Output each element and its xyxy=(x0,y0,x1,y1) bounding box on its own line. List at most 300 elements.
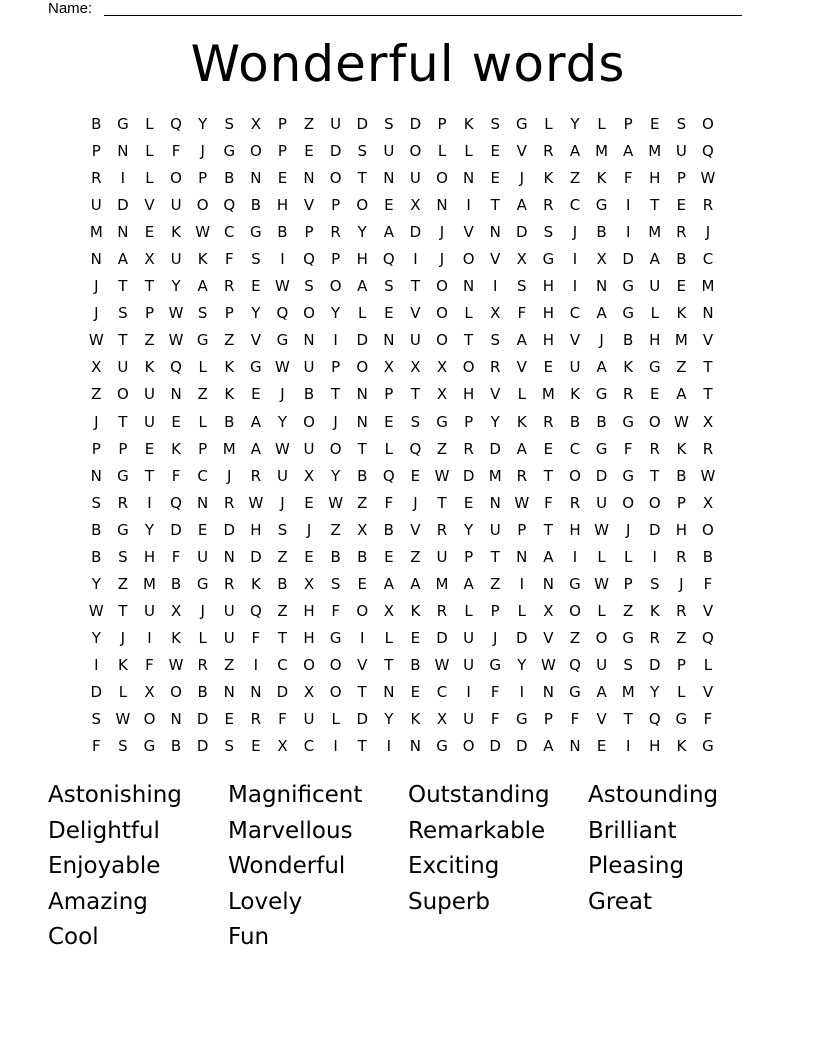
grid-letter: N xyxy=(489,223,501,242)
grid-letter: D xyxy=(648,655,661,674)
puzzle-title: Wonderful words xyxy=(190,35,626,93)
grid-letter: B xyxy=(596,412,607,431)
grid-letter: I xyxy=(572,277,578,296)
grid-letter: G xyxy=(542,250,555,269)
grid-letter: G xyxy=(276,331,289,350)
grid-letter: N xyxy=(197,493,209,512)
grid-letter: D xyxy=(196,737,209,756)
grid-letter: T xyxy=(623,710,633,729)
grid-letter: Z xyxy=(277,547,288,566)
grid-letter: X xyxy=(250,115,261,133)
grid-letter: A xyxy=(117,250,129,269)
grid-letter: S xyxy=(251,250,261,269)
grid-letter: S xyxy=(623,655,633,674)
word-list-item: Fun xyxy=(228,924,270,950)
grid-letter: V xyxy=(303,196,315,215)
grid-letter: N xyxy=(356,412,368,431)
grid-letter: L xyxy=(517,385,526,404)
grid-letter: O xyxy=(329,169,342,188)
grid-letter: X xyxy=(543,601,554,620)
grid-letter: I xyxy=(253,655,259,674)
grid-letter: U xyxy=(276,466,288,485)
grid-letter: P xyxy=(437,115,447,133)
grid-letter: J xyxy=(572,223,578,242)
grid-letter: S xyxy=(384,115,394,133)
grid-letter: W xyxy=(88,601,104,620)
grid-letter: E xyxy=(304,547,314,566)
grid-letter: L xyxy=(597,601,606,620)
grid-letter: B xyxy=(569,412,581,431)
word-list-item: Pleasing xyxy=(588,853,685,879)
grid-letter: O xyxy=(409,142,422,161)
grid-letter: U xyxy=(463,628,475,647)
grid-letter: K xyxy=(250,574,261,593)
grid-letter: U xyxy=(143,601,155,620)
grid-letter: N xyxy=(90,466,102,485)
grid-letter: N xyxy=(383,331,395,350)
grid-letter: Y xyxy=(144,520,155,539)
grid-letter: K xyxy=(676,304,687,323)
grid-letter: B xyxy=(91,547,102,566)
grid-letter: P xyxy=(118,439,128,458)
grid-letter: U xyxy=(409,331,421,350)
grid-letter: Z xyxy=(569,169,581,188)
grid-letter: D xyxy=(117,196,129,215)
grid-letter: F xyxy=(623,169,633,188)
grid-letter: G xyxy=(622,412,634,431)
grid-letter: F xyxy=(171,466,181,485)
grid-letter: O xyxy=(436,331,448,350)
grid-letter: E xyxy=(543,439,554,458)
grid-letter: E xyxy=(251,277,261,296)
grid-letter: I xyxy=(625,196,631,215)
grid-letter: B xyxy=(330,547,341,566)
grid-letter: Y xyxy=(570,115,580,133)
grid-letter: S xyxy=(277,520,288,539)
grid-letter: F xyxy=(171,142,181,161)
grid-letter: R xyxy=(250,710,262,729)
grid-letter: T xyxy=(650,196,660,215)
grid-letter: H xyxy=(675,520,687,539)
grid-letter: D xyxy=(516,223,528,242)
grid-letter: U xyxy=(596,655,608,674)
grid-letter: V xyxy=(702,682,714,701)
grid-letter: Z xyxy=(117,574,129,593)
grid-letter: X xyxy=(410,358,421,377)
grid-letter: G xyxy=(569,682,581,701)
grid-letter: Q xyxy=(223,196,236,215)
grid-letter: T xyxy=(118,331,128,350)
grid-letter: G xyxy=(622,277,634,296)
grid-letter: J xyxy=(200,601,205,620)
grid-letter: G xyxy=(489,655,502,674)
grid-letter: R xyxy=(702,196,714,215)
grid-letter: A xyxy=(596,682,607,701)
grid-letter: M xyxy=(435,574,449,593)
grid-letter: U xyxy=(170,250,182,269)
grid-letter: M xyxy=(488,466,502,485)
grid-letter: E xyxy=(490,169,500,188)
grid-letter: T xyxy=(437,493,447,512)
grid-letter: M xyxy=(89,223,103,242)
grid-letter: A xyxy=(463,574,474,593)
grid-letter: P xyxy=(517,520,527,539)
grid-letter: H xyxy=(649,169,661,188)
grid-letter: P xyxy=(384,385,394,404)
grid-letter: B xyxy=(91,115,102,133)
grid-letter: O xyxy=(329,277,342,296)
grid-letter: E xyxy=(463,493,474,512)
grid-letter: P xyxy=(91,142,101,161)
grid-letter: P xyxy=(224,304,234,323)
grid-letter: I xyxy=(386,737,392,756)
grid-letter: N xyxy=(569,737,581,756)
grid-letter: J xyxy=(413,493,418,512)
grid-letter: T xyxy=(357,737,367,756)
grid-letter: P xyxy=(490,601,500,620)
grid-letter: E xyxy=(676,196,687,215)
grid-letter: O xyxy=(196,196,209,215)
grid-letter: T xyxy=(384,655,394,674)
grid-letter: K xyxy=(171,223,181,242)
grid-letter: H xyxy=(542,277,555,296)
grid-letter: K xyxy=(676,737,687,756)
grid-letter: V xyxy=(144,196,155,215)
grid-letter: L xyxy=(650,304,659,323)
grid-letter: I xyxy=(333,737,338,756)
grid-letter: P xyxy=(331,250,341,269)
grid-letter: Z xyxy=(277,601,288,620)
grid-letter: O xyxy=(436,169,448,188)
grid-letter: U xyxy=(409,169,421,188)
grid-letter: S xyxy=(517,277,527,296)
grid-letter: R xyxy=(676,601,687,620)
grid-letter: J xyxy=(306,520,312,539)
grid-letter: Q xyxy=(382,466,395,485)
grid-letter: A xyxy=(410,574,421,593)
grid-letter: A xyxy=(569,142,581,161)
grid-letter: S xyxy=(676,115,687,133)
grid-letter: N xyxy=(436,196,448,215)
grid-letter: X xyxy=(516,250,527,269)
word-list-item: Brilliant xyxy=(588,817,677,844)
grid-letter: W xyxy=(168,655,184,674)
grid-letter: D xyxy=(489,737,501,756)
grid-letter: G xyxy=(595,196,608,215)
grid-letter: P xyxy=(623,115,633,133)
grid-letter: E xyxy=(384,196,394,215)
grid-letter: U xyxy=(675,142,687,161)
grid-letter: K xyxy=(224,358,235,377)
grid-letter: K xyxy=(649,601,660,620)
grid-letter: I xyxy=(360,628,365,647)
grid-letter: B xyxy=(702,547,714,566)
grid-letter: H xyxy=(542,331,555,350)
grid-letter: C xyxy=(277,655,288,674)
grid-letter: O xyxy=(702,115,714,133)
grid-letter: N xyxy=(462,169,475,188)
grid-letter: W xyxy=(168,331,184,350)
grid-letter: Q xyxy=(303,250,315,269)
grid-letter: Z xyxy=(490,574,501,593)
grid-letter: X xyxy=(144,682,155,701)
grid-letter: Z xyxy=(623,601,634,620)
grid-letter: R xyxy=(543,196,554,215)
grid-letter: A xyxy=(357,277,368,296)
grid-letter: W xyxy=(434,466,450,485)
grid-letter: E xyxy=(490,142,500,161)
grid-letter: I xyxy=(280,250,285,269)
grid-letter: L xyxy=(331,710,340,729)
grid-letter: A xyxy=(250,439,261,458)
grid-letter: G xyxy=(515,115,528,133)
word-list-item: Lovely xyxy=(228,888,303,915)
grid-letter: R xyxy=(622,385,634,404)
grid-letter: K xyxy=(171,628,181,647)
grid-letter: W xyxy=(700,169,716,188)
grid-letter: O xyxy=(436,277,448,296)
grid-letter: D xyxy=(516,628,528,647)
grid-letter: P xyxy=(144,304,154,323)
grid-letter: L xyxy=(464,304,473,323)
grid-letter: R xyxy=(516,466,528,485)
word-list-item: Great xyxy=(588,888,653,915)
grid-letter: S xyxy=(650,574,660,593)
grid-letter: D xyxy=(516,737,528,756)
grid-letter: A xyxy=(516,331,527,350)
grid-letter: C xyxy=(303,737,315,756)
grid-letter: L xyxy=(358,304,367,323)
grid-letter: Z xyxy=(224,655,235,674)
grid-letter: J xyxy=(280,493,285,512)
grid-letter: R xyxy=(569,493,581,512)
grid-letter: G xyxy=(569,574,581,593)
grid-letter: B xyxy=(383,520,394,539)
grid-letter: A xyxy=(596,358,607,377)
grid-letter: O xyxy=(356,601,369,620)
grid-letter: W xyxy=(275,439,290,458)
grid-letter: L xyxy=(384,439,393,458)
grid-letter: E xyxy=(251,385,261,404)
grid-letter: U xyxy=(569,358,581,377)
grid-letter: E xyxy=(384,304,394,323)
grid-letter: P xyxy=(676,655,686,674)
grid-letter: N xyxy=(90,250,102,269)
grid-letter: D xyxy=(356,331,369,350)
grid-letter: J xyxy=(280,385,285,404)
grid-letter: G xyxy=(250,358,262,377)
grid-letter: X xyxy=(436,710,448,729)
word-list-item: Enjoyable xyxy=(48,853,161,879)
grid-letter: S xyxy=(91,710,102,729)
grid-letter: D xyxy=(436,628,448,647)
grid-letter: N xyxy=(702,304,714,323)
grid-letter: N xyxy=(250,682,262,701)
grid-letter: L xyxy=(517,601,526,620)
grid-letter: E xyxy=(304,493,314,512)
grid-letter: V xyxy=(410,520,421,539)
grid-letter: A xyxy=(516,439,527,458)
grid-letter: G xyxy=(117,115,129,133)
grid-letter: J xyxy=(94,277,99,296)
grid-letter: D xyxy=(409,115,422,133)
grid-letter: N xyxy=(489,493,501,512)
grid-letter: V xyxy=(490,385,501,404)
grid-letter: Y xyxy=(91,628,101,647)
grid-letter: U xyxy=(489,520,501,539)
grid-letter: X xyxy=(436,385,448,404)
grid-letter: R xyxy=(224,277,235,296)
grid-letter: E xyxy=(171,412,181,431)
grid-letter: N xyxy=(542,682,554,701)
grid-letter: Y xyxy=(198,115,208,133)
grid-letter: K xyxy=(516,412,527,431)
grid-letter: E xyxy=(197,520,208,539)
grid-letter: H xyxy=(250,520,262,539)
grid-letter: I xyxy=(625,223,631,242)
grid-letter: L xyxy=(597,547,606,566)
grid-letter: R xyxy=(649,439,660,458)
grid-letter: F xyxy=(570,710,580,729)
grid-letter: N xyxy=(516,547,528,566)
grid-letter: W xyxy=(115,710,131,729)
grid-letter: Z xyxy=(410,547,421,566)
grid-letter: J xyxy=(705,223,711,242)
grid-letter: L xyxy=(198,412,207,431)
grid-letter: O xyxy=(249,142,262,161)
grid-letter: F xyxy=(145,655,154,674)
grid-letter: X xyxy=(596,250,607,269)
grid-letter: E xyxy=(357,574,367,593)
grid-letter: K xyxy=(543,169,554,188)
grid-letter: Y xyxy=(517,655,527,674)
grid-letter: R xyxy=(489,358,501,377)
grid-letter: W xyxy=(514,493,530,512)
grid-letter: U xyxy=(143,385,155,404)
grid-letter: O xyxy=(356,358,369,377)
grid-letter: G xyxy=(329,628,342,647)
grid-letter: E xyxy=(650,115,660,133)
grid-letter: U xyxy=(383,142,395,161)
grid-letter: C xyxy=(702,250,714,269)
grid-letter: O xyxy=(569,466,581,485)
grid-letter: I xyxy=(120,169,126,188)
grid-letter: K xyxy=(171,439,181,458)
grid-letter: J xyxy=(679,574,684,593)
grid-letter: T xyxy=(118,277,128,296)
grid-letter: O xyxy=(702,520,714,539)
grid-letter: T xyxy=(410,385,420,404)
grid-letter: F xyxy=(278,710,287,729)
grid-letter: T xyxy=(357,169,367,188)
grid-letter: H xyxy=(303,601,315,620)
grid-letter: A xyxy=(197,277,208,296)
grid-letter: E xyxy=(144,223,155,242)
grid-letter: M xyxy=(595,142,609,161)
grid-letter: U xyxy=(223,628,235,647)
grid-letter: A xyxy=(383,574,394,593)
grid-letter: E xyxy=(410,682,421,701)
grid-letter: H xyxy=(143,547,156,566)
grid-letter: P xyxy=(676,169,686,188)
grid-letter: Y xyxy=(384,710,394,729)
grid-letter: C xyxy=(569,304,581,323)
grid-letter: Q xyxy=(648,710,661,729)
grid-letter: K xyxy=(463,115,474,133)
grid-letter: W xyxy=(594,520,609,539)
grid-letter: Z xyxy=(569,628,581,647)
grid-letter: N xyxy=(383,682,395,701)
grid-letter: L xyxy=(437,142,447,161)
grid-letter: I xyxy=(572,250,578,269)
grid-letter: K xyxy=(410,710,421,729)
grid-letter: Q xyxy=(382,250,395,269)
grid-letter: Z xyxy=(676,358,687,377)
grid-letter: U xyxy=(303,710,315,729)
grid-letter: B xyxy=(596,223,607,242)
grid-letter: K xyxy=(410,601,421,620)
grid-letter: Z xyxy=(224,331,235,350)
word-list-item: Magnificent xyxy=(228,782,363,808)
grid-letter: X xyxy=(303,682,315,701)
grid-letter: I xyxy=(652,547,657,566)
grid-letter: V xyxy=(543,628,554,647)
grid-letter: K xyxy=(623,358,634,377)
grid-letter: R xyxy=(436,601,448,620)
grid-letter: B xyxy=(197,682,208,701)
grid-letter: Y xyxy=(650,682,660,701)
word-list-item: Wonderful xyxy=(228,853,346,879)
grid-letter: G xyxy=(622,466,634,485)
grid-letter: I xyxy=(413,250,418,269)
grid-letter: R xyxy=(91,169,102,188)
grid-letter: O xyxy=(356,196,369,215)
grid-letter: A xyxy=(250,412,261,431)
grid-letter: U xyxy=(170,196,182,215)
grid-letter: F xyxy=(544,493,553,512)
grid-letter: S xyxy=(197,304,208,323)
grid-letter: R xyxy=(702,439,714,458)
grid-letter: U xyxy=(90,196,102,215)
letter-grid xyxy=(83,111,721,760)
grid-letter: N xyxy=(170,385,182,404)
grid-letter: I xyxy=(466,682,471,701)
grid-letter: R xyxy=(250,466,262,485)
grid-letter: I xyxy=(492,277,498,296)
grid-letter: O xyxy=(170,169,182,188)
grid-letter: A xyxy=(623,142,634,161)
grid-letter: S xyxy=(490,331,500,350)
grid-letter: G xyxy=(117,466,129,485)
grid-letter: E xyxy=(410,466,421,485)
grid-letter: R xyxy=(649,628,660,647)
grid-letter: I xyxy=(147,628,152,647)
grid-letter: P xyxy=(464,412,474,431)
grid-letter: E xyxy=(384,547,394,566)
grid-letter: H xyxy=(649,331,661,350)
word-list-item: Marvellous xyxy=(228,817,353,844)
grid-letter: B xyxy=(250,196,261,215)
grid-letter: V xyxy=(702,601,714,620)
grid-letter: G xyxy=(622,304,634,323)
grid-letter: C xyxy=(569,196,581,215)
word-list-item: Cool xyxy=(48,924,99,950)
grid-letter: W xyxy=(594,574,609,593)
grid-letter: M xyxy=(674,331,688,350)
grid-letter: W xyxy=(88,331,104,350)
grid-letter: T xyxy=(277,628,288,647)
grid-letter: Y xyxy=(357,223,367,242)
